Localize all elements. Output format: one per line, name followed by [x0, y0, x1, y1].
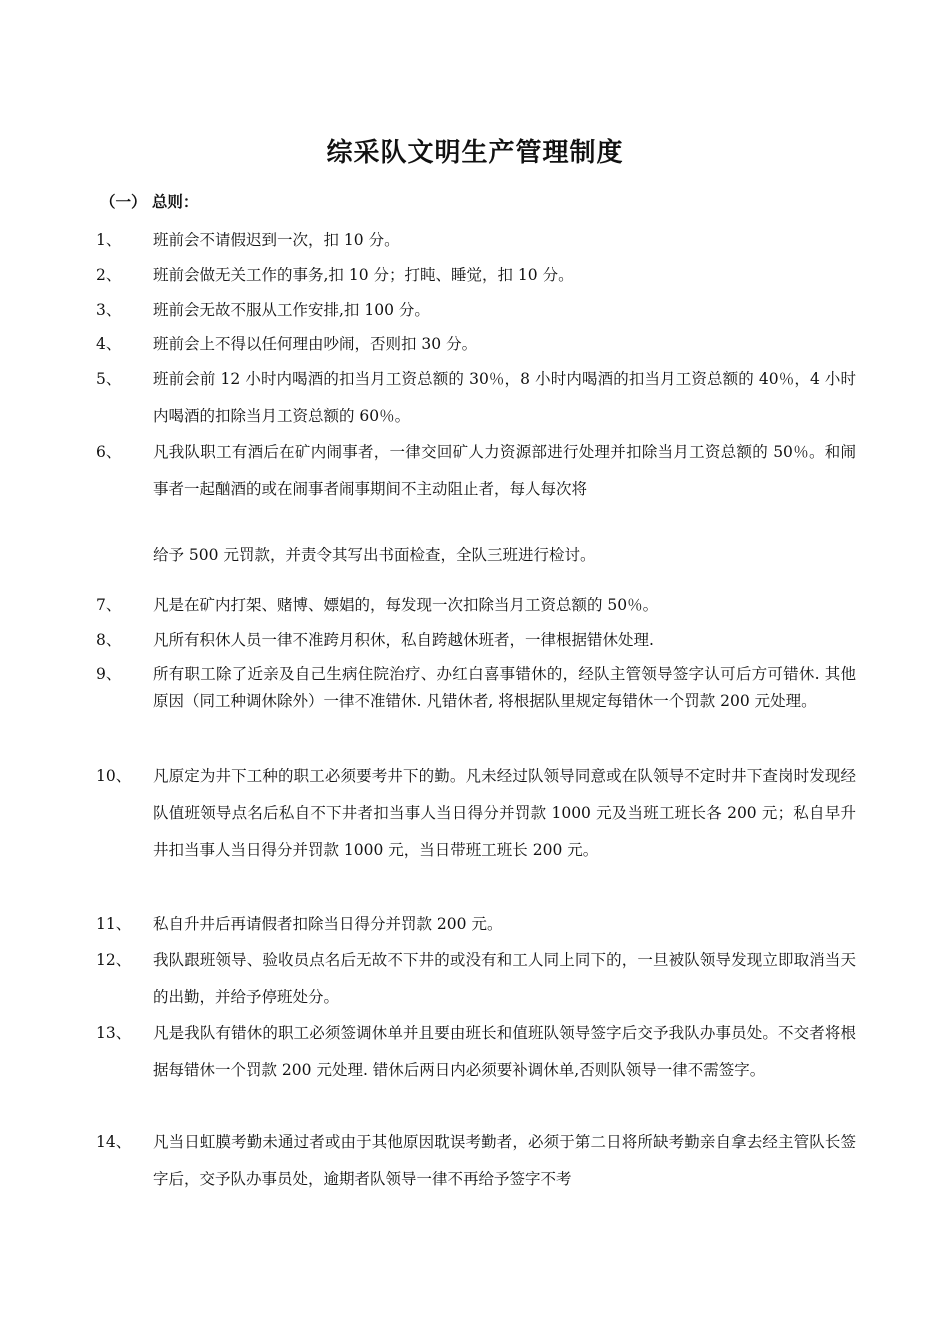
item-number: 12、: [96, 951, 132, 969]
item-text: 凡当日虹膜考勤未通过者或由于其他原因耽误考勤者，必须于第二日将所缺考勤亲自拿去经主管队长签字后，交予队办事员处，逾期者队领导一律不再给予签字不考: [153, 1133, 856, 1188]
item-number: 5、: [96, 370, 122, 388]
item-number: 2、: [96, 266, 122, 284]
item-text: 我队跟班领导、验收员点名后无故不下井的或没有和工人同上同下的，一旦被队领导发现立即取消当天的出勤，并给予停班处分。: [153, 951, 856, 1006]
item-number: 6、: [96, 443, 122, 461]
item-text: 凡是我队有错休的职工必须签调休单并且要由班长和值班队领导签字后交予我队办事员处。不交者将根据每错休一个罚款 200 元处理. 错休后两日内必须要补调休单,否则队领导一律不需签字。: [153, 1024, 856, 1079]
item-text: 班前会前 12 小时内喝酒的扣当月工资总额的 30％，8 小时内喝酒的扣当月工资总额的 40％，4 小时内喝酒的扣除当月工资总额的 60％。: [153, 370, 856, 425]
item-text: 凡我队职工有酒后在矿内闹事者，一律交回矿人力资源部进行处理并扣除当月工资总额的 50％。和闹事者一起酗酒的或在闹事者闹事期间不主动阻止者，每人每次将: [153, 443, 856, 498]
item-text: 班前会不请假迟到一次，扣 10 分。: [153, 231, 400, 249]
item-text: 凡所有积休人员一律不准跨月积休，私自跨越休班者，一律根据错休处理.: [153, 631, 654, 649]
section-heading: （一） 总则：: [100, 193, 199, 211]
item-text: 凡是在矿内打架、赌博、嫖娼的，每发现一次扣除当月工资总额的 50％。: [153, 596, 659, 614]
item-number: 13、: [96, 1024, 132, 1042]
item-number: 7、: [96, 596, 122, 614]
item-text: 给予 500 元罚款，并责令其写出书面检查，全队三班进行检讨。: [153, 546, 596, 564]
item-number: 1、: [96, 231, 122, 249]
item-text: 私自升井后再请假者扣除当日得分并罚款 200 元。: [153, 915, 503, 933]
item-number: 9、: [96, 665, 122, 683]
item-number: 3、: [96, 301, 122, 319]
item-number: 14、: [96, 1133, 132, 1151]
item-text: 所有职工除了近亲及自己生病住院治疗、办红白喜事错休的，经队主管领导签字认可后方可错休. 其他原因（同工种调休除外）一律不准错休. 凡错休者, 将根据队里规定每错休一个罚款 200 元处理。: [153, 665, 856, 710]
item-text: 班前会无故不服从工作安排,扣 100 分。: [153, 301, 430, 319]
item-number: 10、: [96, 767, 132, 785]
item-text: 凡原定为井下工种的职工必须要考井下的勤。凡未经过队领导同意或在队领导不定时井下查岗时发现经队值班领导点名后私自不下井者扣当事人当日得分并罚款 1000 元及当班工班长各 200 元；私自早升井扣当事人当日得分并罚款 1000 元，当日带班工班长 200 元。: [153, 767, 856, 859]
item-number: 8、: [96, 631, 122, 649]
item-number: 4、: [96, 335, 122, 353]
document-title: 综采队文明生产管理制度: [326, 138, 624, 168]
item-text: 班前会上不得以任何理由吵闹，否则扣 30 分。: [153, 335, 478, 353]
item-text: 班前会做无关工作的事务,扣 10 分；打盹、睡觉，扣 10 分。: [153, 266, 574, 284]
item-number: 11、: [96, 915, 132, 933]
